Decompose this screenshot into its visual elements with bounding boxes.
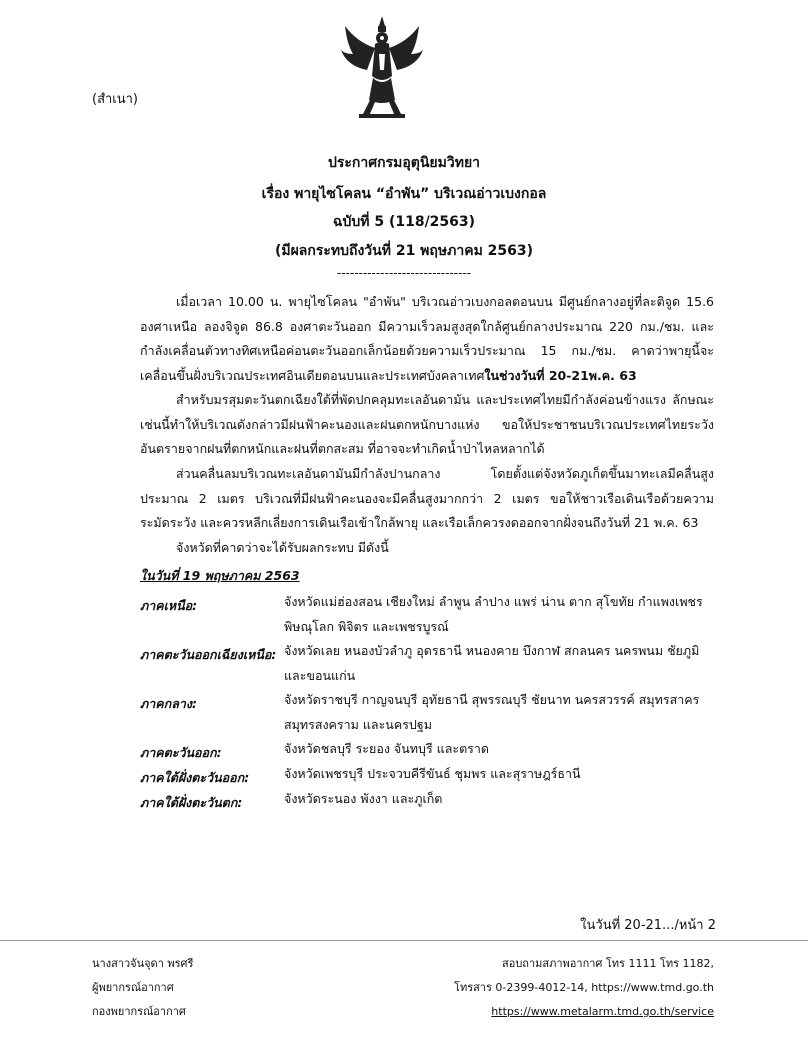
paragraph-2: สำหรับมรสุมตะวันตกเฉียงใต้ที่พัดปกคลุมทะเลอันดามัน และประเทศไทยมีกำลังค่อนข้างแรง ลักษณะเช่นนี้ทำให้บริเวณดังกล่าวมีฝนฟ้าคะนองและฝนตกหนักบางแห่ง ขอให้ประชาชนบริเวณประเทศไทยระวังอันตรายจากฝนที่ตกหนักและฝนที่ตกสะสม ที่อาจจะทำเกิดน้ำป่าไหลหลากได้ [140,392,714,456]
garuda-emblem-icon [337,14,427,124]
paragraph-1-emphasis: ในช่วงวันที่ 20-21พ.ค. 63 [484,367,637,383]
paragraph-1 [140,290,714,388]
region-label: ภาคตะวันออกเฉียงเหนือ: [140,647,277,662]
region-label: ภาคกลาง: [140,696,197,711]
contact-service-link[interactable] [491,1000,714,1024]
region-label: ภาคเหนือ: [140,598,198,613]
effective-date: (มีผลกระทบถึงวันที่ 21 พฤษภาคม 2563) [274,243,534,259]
contact-phone: สอบถามสภาพอากาศ โทร 1111 โทร 1182, [502,957,714,970]
document-title: ประกาศกรมอุตุนิยมวิทยา [327,155,481,171]
paragraph-3: ส่วนคลื่นลมบริเวณทะเลอันดามันมีกำลังปานกลาง โดยตั้งแต่จังหวัดภูเก็ตขึ้นมาทะเลมีคลื่นสูงประมาณ 2 เมตร บริเวณที่มีฝนฟ้าคะนองจะมีคลื่นสูงมากกว่า 2 เมตร ขอให้ชาวเรือเดินเรือด้วยความระมัดระวัง และควรหลีกเลี่ยงการเดินเรือเข้าใกล้พายุ และเรือเล็กควรงดออกจากฝั่งจนถึงวันที่ 21 พ.ค. 63 [140,466,714,530]
title-separator: ------------------------------- [336,266,472,280]
region-provinces: จังหวัดราชบุรี กาญจนบุรี อุทัยธานี สุพรรณบุรี ชัยนาท นครสวรรค์ สมุทรสาคร สมุทรสงคราม และนครปฐม [284,692,700,732]
region-provinces: จังหวัดเพชรบุรี ประจวบคีรีขันธ์ ชุมพร และสุราษฎร์ธานี [284,766,581,781]
issue-number: ฉบับที่ 5 (118/2563) [332,214,476,230]
copy-mark: (สำเนา) [92,92,139,107]
region-provinces: จังหวัดแม่ฮ่องสอน เชียงใหม่ ลำพูน ลำปาง แพร่ น่าน ตาก สุโขทัย กำแพงเพชร พิษณุโลก พิจิตร และเพชรบูรณ์ [284,594,703,634]
continuation-note: ในวันที่ 20-21.../หน้า 2 [580,918,716,933]
region-provinces: จังหวัดเลย หนองบัวลำภู อุดรธานี หนองคาย บึงกาฬ สกลนคร นครพนม ชัยภูมิ และขอนแก่น [284,643,700,683]
region-label: ภาคใต้ฝั่งตะวันตก: [140,795,243,810]
contact-fax-website: โทรสาร 0-2399-4012-14, https://www.tmd.go.th [454,981,714,994]
paragraph-1-text: เมื่อเวลา 10.00 น. พายุไซโคลน "อำพัน" บริเวณอ่าวเบงกอลตอนบน มีศูนย์กลางอยู่ที่ละติจูด 15.6 องศาเหนือ ลองจิจูด 86.8 องศาตะวันออก มีความเร็วลมสูงสุดใกล้ศูนย์กลางประมาณ 220 กม./ชม. และกำลังเคลื่อนตัวทางทิศเหนือค่อนตะวันออกเล็กน้อยด้วยความเร็วประมาณ 15 กม./ชม. คาดว่าพายุนี้จะเคลื่อนขึ้นฝั่งบริเวณประเทศอินเดียตอนบนและประเทศบังคลาเทศ [140,294,714,383]
region-provinces: จังหวัดชลบุรี ระยอง จันทบุรี และตราด [284,741,490,756]
forecaster-name: นางสาวจันจุดา พรศรี [92,957,194,970]
document-subject: เรื่อง พายุไซโคลน “อำพัน” บริเวณอ่าวเบงกอล [261,186,547,202]
paragraph-4: จังหวัดที่คาดว่าจะได้รับผลกระทบ มีดังนี้ [176,540,389,555]
forecaster-title: ผู้พยากรณ์อากาศ [92,981,174,994]
region-label: ภาคตะวันออก: [140,745,222,760]
region-label: ภาคใต้ฝั่งตะวันออก: [140,770,250,785]
footer-divider [0,940,808,941]
region-provinces: จังหวัดระนอง พังงา และภูเก็ต [284,791,443,806]
forecaster-division: กองพยากรณ์อากาศ [92,1005,186,1018]
affected-date-heading: ในวันที่ 19 พฤษภาคม 2563 [140,568,300,583]
service-link[interactable]: https://www.metalarm.tmd.go.th/service [491,1005,714,1018]
